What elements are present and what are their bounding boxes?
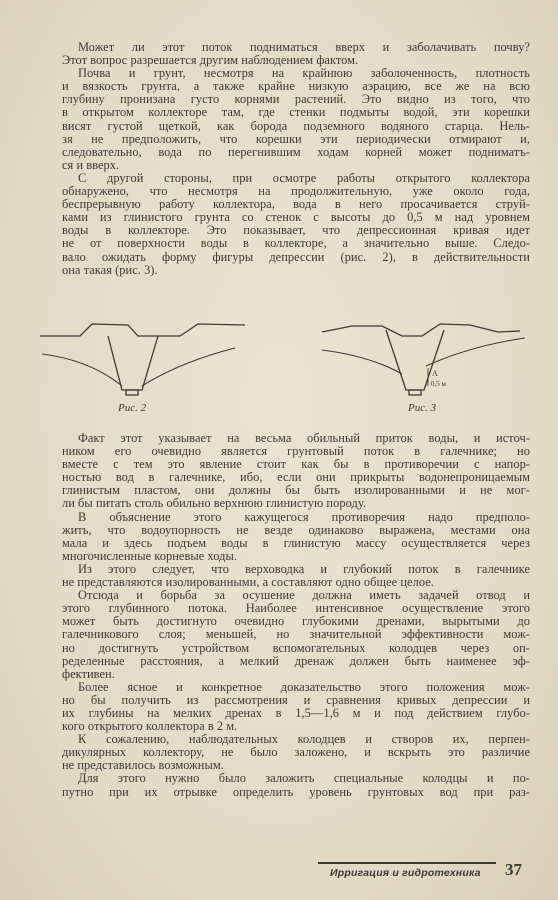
text-line: жить, что водоупорность не везде одинаково выражена, местами она xyxy=(62,523,530,537)
journal-title: Ирригация и гидротехника xyxy=(330,867,481,879)
text-line: обнаружено, что несмотря на продолжительную, уже около года, xyxy=(62,185,530,199)
text-line: может быть достигнуто очевидно глубокими дренами, вырытыми до xyxy=(62,615,530,629)
text-line: она такая (рис. 3). xyxy=(62,263,158,277)
text-line: фективен. xyxy=(62,667,115,681)
fig3-depression-curve xyxy=(322,338,525,374)
text-line: Из этого следует, что верховодка и глубокий поток в галечнике xyxy=(78,562,530,576)
text-line: В объяснение этого кажущегося противоречия надо предполо- xyxy=(78,510,530,524)
text-line: Этот вопрос разрешается другим наблюдением фактом. xyxy=(62,54,359,68)
fig2-drain xyxy=(126,390,138,395)
text-line: следовательно, вода по перегнившим ходам корней может подниматъ- xyxy=(62,145,530,159)
text-line: глинистым пластом, они должны бы быть изолированными и не мог- xyxy=(62,484,530,498)
text-line: путно при их отрывке определить уровень грунтовых вод при раз- xyxy=(62,785,530,799)
text-line: ником его очевидно является грунтовый поток в галечнике; но xyxy=(62,445,530,459)
text-line: висят густой щеткой, как борода подземного водяного старца. Нель- xyxy=(62,119,530,133)
text-line: Факт этот указывает на весьма обильный приток воды, и источ- xyxy=(78,432,530,445)
fig2-ground-surface xyxy=(40,324,245,336)
figures xyxy=(30,316,530,426)
text-line: не представилось возможным. xyxy=(62,759,224,773)
figure-3 xyxy=(322,324,525,395)
fig3-drain xyxy=(409,390,421,395)
text-line: галечникового слоя; меньшей, но значительной эффективности мож- xyxy=(62,628,530,642)
fig2-caption: Рис. 2 xyxy=(118,402,147,414)
text-line: этого глубинного потока. Наиболее интенсивное осуществление этого xyxy=(62,602,530,616)
figure-2 xyxy=(40,324,245,395)
text-line: мала и здесь подъем воды в глинистую массу осуществляется через xyxy=(62,536,530,550)
text-line: кого открытого коллектора в 2 м. xyxy=(62,720,238,734)
fig3-label-a: А xyxy=(432,369,438,378)
fig2-trench xyxy=(108,336,158,390)
text-line: ределенные расстояния, а мелкий дренаж должен быть наименее эф- xyxy=(62,654,530,668)
footer-rule xyxy=(318,862,496,864)
text-block-bottom xyxy=(62,432,530,799)
text-line: и вязкость грунта, а также крайне низкую аэрацию, все же на всю xyxy=(62,80,530,94)
text-line: многочисленные корневые ходы. xyxy=(62,549,237,563)
text-line: но бы получить из рассмотрения и сравнения кривых депрессии и xyxy=(62,693,530,707)
text-line: Более ясное и конкретное доказательство этого положения мож- xyxy=(78,680,530,694)
page-number: 37 xyxy=(505,860,522,879)
text-line: не от поверхности воды в коллекторе, а значительно выше. Следо- xyxy=(62,237,530,251)
text-block-top xyxy=(62,41,530,277)
text-line: Может ли этот поток подниматься вверх и заболачивать почву? xyxy=(78,41,530,54)
text-line: вместе с тем это явление стоит как бы в противоречии с напор- xyxy=(62,458,530,472)
text-line: К сожалению, наблюдательных колодцев и створов их, перпен- xyxy=(78,733,530,747)
text-line: зя не предположить, что корешки эти периодически отмирают и, xyxy=(62,132,530,146)
fig2-depression-curve xyxy=(42,348,235,386)
fig3-label-b: 0,5 м xyxy=(431,380,446,388)
text-line: ностью вод в галечнике, ибо, если они прикрыты водонепроницаемым xyxy=(62,471,530,485)
text-line: ся и вверх. xyxy=(62,158,120,172)
text-line: но достигнуть устройством вспомогательных колодцев через оп- xyxy=(62,641,530,655)
text-line: ками из глинистого грунта со стенок с высоты до 0,5 м над уровнем xyxy=(62,211,530,225)
fig3-caption: Рис. 3 xyxy=(408,402,437,414)
text-line: не представляются изолированными, а составляют одно общее целое. xyxy=(62,576,434,590)
text-line: их глубины на мелких дренах в 1,5—1,6 м и под действием глубо- xyxy=(62,706,530,720)
text-line: Для этого нужно было заложить специальные колодцы и по- xyxy=(78,772,530,786)
text-line: вало ожидать форму фигуры депрессии (рис. 2), в действительности xyxy=(62,250,530,264)
text-line: в открытом коллекторе там, где стенки подмыты водой, эти корешки xyxy=(62,106,530,120)
text-line: глубину пронизана густо корнями растений. Это видно из того, что xyxy=(62,93,530,107)
text-line: беспрерывную работу коллектора, вода в него просачивается струй- xyxy=(62,198,530,212)
text-line: Отсюда и борьба за осушение должна иметь задачей отвод и xyxy=(78,589,530,603)
fig3-ground-surface xyxy=(322,324,520,336)
text-line: воды в коллекторе. Это показывает, что депрессионная кривая идет xyxy=(62,224,530,238)
text-line: ли бы питать столь обильно верхнюю глинистую породу. xyxy=(62,497,366,511)
text-line: дикулярных коллектору, не было заложено, и вскрыть это различие xyxy=(62,746,530,760)
text-line: С другой стороны, при осмотре работы открытого коллектора xyxy=(78,171,530,185)
text-line: Почва и грунт, несмотря на крайнюю заболоченность, плотность xyxy=(78,67,530,81)
